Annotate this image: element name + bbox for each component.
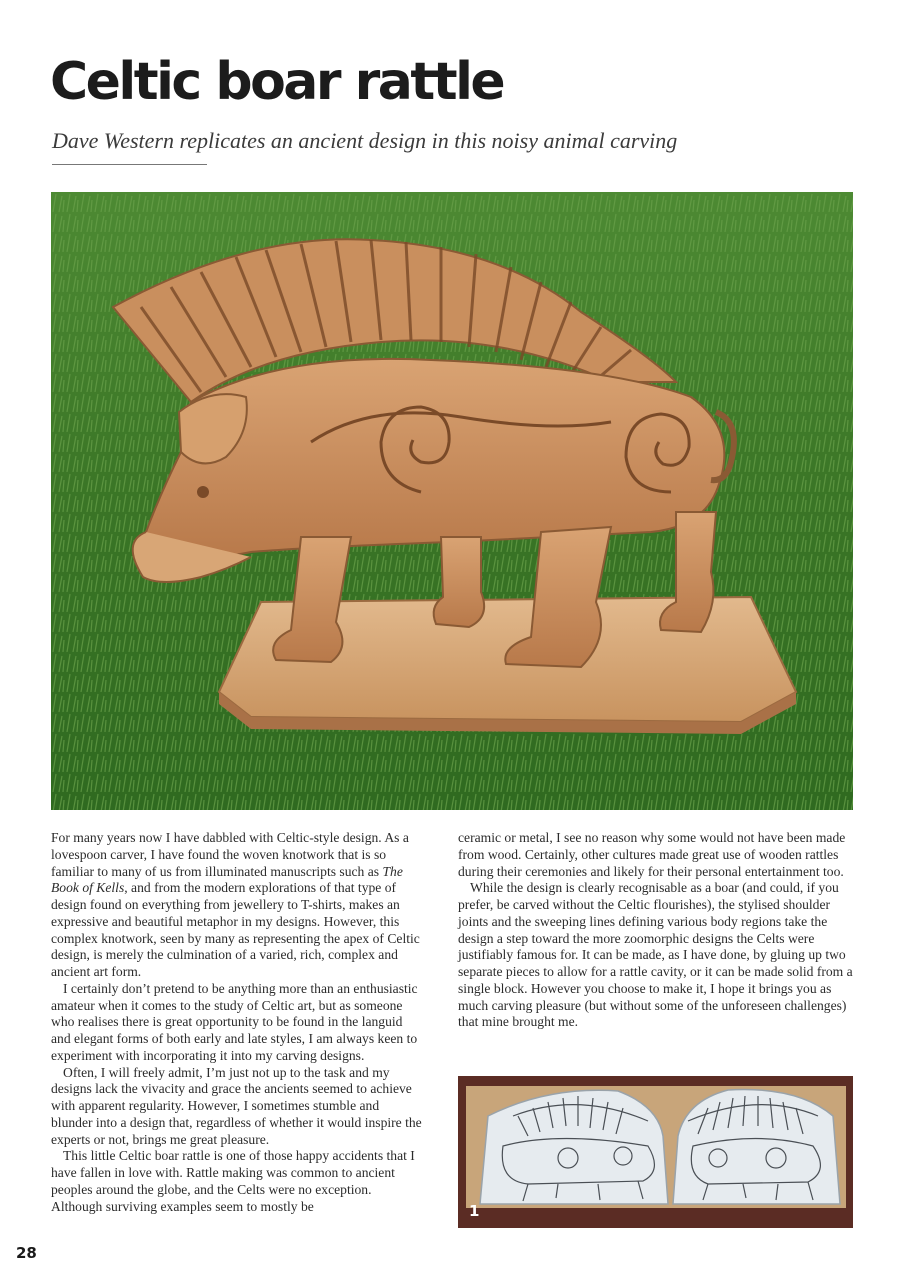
figure-1-templates-photo	[458, 1076, 853, 1228]
body-paragraph: For many years now I have dabbled with Celtic-style design. As a lovespoon carver, I have found the woven knotwork that is so familiar to many of us from illuminated manuscripts such as The Book of Kells, and from the modern explorations of that type of design found on everything from jewellery to T-shirts, makes an expressive and beautiful metaphor in my designs. However, this complex knotwork, seen by many as representing the apex of Celtic design, is merely the culmination of a varied, rich, complex and ancient art form.	[51, 830, 420, 979]
body-paragraph: I certainly don’t pretend to be anything more than an enthusiastic amateur when it comes to the study of Celtic art, but as someone who realises there is great opportunity to be found in the languid and elegant forms of both early and late styles, I am always keen to experiment with incorporating it into my carving designs.	[51, 980, 418, 1063]
boar-carving-illustration	[51, 192, 853, 810]
title-divider	[52, 164, 207, 165]
body-paragraph: This little Celtic boar rattle is one of those happy accidents that I have fallen in love with. Rattle making was common to ancient peoples around the globe, and the Celts were no exception. Although surviving examples seem to mostly be	[51, 1148, 415, 1214]
templates-illustration	[458, 1076, 853, 1228]
body-paragraph: While the design is clearly recognisable as a boar (and could, if you prefer, be carved without the Celtic flourishes), the stylised shoulder joints and the sweeping lines defining various body regions take the design a step toward the more zoomorphic designs the Celts were justifiably famous for. It can be made, as I have done, by gluing up two separate pieces to allow for a rattle cavity, or it can be made solid from a single block. However you choose to make it, I hope it brings you as much carving pleasure (but without some of the unforeseen challenges) that mine brought me.	[458, 880, 853, 1030]
hero-photo-boar-carving	[51, 192, 853, 810]
body-paragraph: Often, I will freely admit, I’m just not up to the task and my designs lack the vivacity and grace the ancients seemed to achieve with apparent regularity. However, I sometimes stumble and blunder into a design that, regardless of whether it would inspire the experts or not, brings me great pleasure.	[51, 1064, 422, 1147]
article-subtitle: Dave Western replicates an ancient design in this noisy animal carving	[52, 128, 678, 153]
book-title: The Book of Kells	[51, 863, 403, 896]
body-column-right	[458, 830, 853, 1031]
body-column-left	[51, 830, 423, 1215]
figure-number: 1	[469, 1202, 480, 1220]
page-number: 28	[16, 1244, 37, 1262]
article-title: Celtic boar rattle	[50, 52, 504, 112]
body-paragraph: ceramic or metal, I see no reason why some would not have been made from wood. Certainly, other cultures made great use of wooden rattles during their ceremonies and likely for their personal entertainment too.	[458, 830, 846, 879]
